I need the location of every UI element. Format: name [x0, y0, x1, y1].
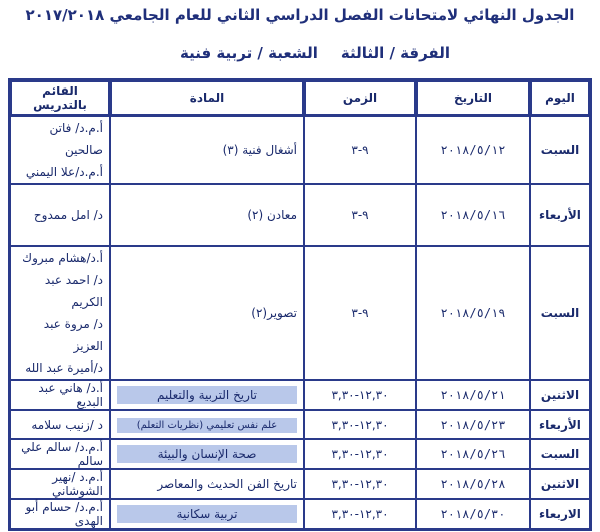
- subject-text: أشغال فنية (٣): [222, 143, 297, 157]
- teacher-name: د /زنيب سلامه: [31, 417, 103, 432]
- subject-text: تاريخ التربية والتعليم: [117, 386, 297, 404]
- subject-text: تربية سكانية: [117, 505, 297, 523]
- teacher-name: أ.د/هشام مبروك: [22, 251, 103, 265]
- teacher-name: د/ مروة عبد العزيز: [43, 317, 103, 353]
- header-teacher: القائم بالتدريس: [10, 80, 110, 116]
- date-cell: ٢٠١٨/٥/١٩: [416, 246, 530, 380]
- subject-cell: [110, 116, 304, 184]
- date-cell: ٢٠١٨/٥/١٢: [416, 116, 530, 184]
- day-cell: السبت: [530, 439, 590, 469]
- subject-cell: [110, 246, 304, 380]
- table-row: [10, 184, 590, 246]
- exam-schedule-table: [8, 78, 592, 531]
- date-cell: ٢٠١٨/٥/٢٣: [416, 410, 530, 439]
- teacher-cell: [10, 410, 110, 439]
- subject-cell: [110, 410, 304, 439]
- table-row: [10, 246, 590, 380]
- header-time: الزمن: [304, 80, 416, 116]
- teacher-name: د/أميرة عبد الله: [25, 361, 103, 375]
- teacher-name: د/ امل ممدوح: [33, 208, 103, 222]
- table-row: [10, 469, 590, 499]
- teacher-cell: [10, 116, 110, 184]
- branch-label: الشعبة / تربية فنية: [180, 44, 318, 62]
- subject-cell: [110, 380, 304, 410]
- table-row: [10, 439, 590, 469]
- subject-cell: [110, 184, 304, 246]
- time-cell: ٩-٣: [304, 184, 416, 246]
- time-cell: ٩-٣: [304, 116, 416, 184]
- grade-label: الفرقة / الثالثة: [340, 44, 450, 62]
- subject-text: علم نفس تعليمي (نظريات التعلم): [117, 418, 297, 433]
- date-cell: ٢٠١٨/٥/١٦: [416, 184, 530, 246]
- teacher-name: أ.م.د/ سالم علي سالم: [21, 440, 103, 468]
- header-date: التاريخ: [416, 80, 530, 116]
- teacher-cell: [10, 184, 110, 246]
- subject-cell: [110, 469, 304, 499]
- teacher-name: أ.م.د /نهير الشوشاني: [52, 470, 103, 498]
- time-cell: ٩-٣: [304, 246, 416, 380]
- day-cell: الأربعاء: [530, 410, 590, 439]
- teacher-cell: [10, 499, 110, 529]
- page-title: الجدول النهائي لامتحانات الفصل الدراسي الثاني للعام الجامعي ٢٠١٧/٢٠١٨: [25, 6, 575, 24]
- day-cell: السبت: [530, 116, 590, 184]
- header-day: اليوم: [530, 80, 590, 116]
- subject-text: معادن (٢): [247, 208, 297, 222]
- date-cell: ٢٠١٨/٥/٢٨: [416, 469, 530, 499]
- time-cell: ١٢,٣٠-٣,٣٠: [304, 380, 416, 410]
- header-subject: المادة: [110, 80, 304, 116]
- teacher-name: أ.م.د/علا اليمني: [25, 165, 103, 179]
- teacher-cell: [10, 380, 110, 410]
- table-row: [10, 116, 590, 184]
- header-row: [10, 80, 590, 116]
- day-cell: الاثنين: [530, 469, 590, 499]
- teacher-name: أ.م.د/ فاتن صالحين: [49, 121, 103, 157]
- date-cell: ٢٠١٨/٥/٢١: [416, 380, 530, 410]
- time-cell: ١٢,٣٠-٣,٣٠: [304, 410, 416, 439]
- date-cell: ٢٠١٨/٥/٣٠: [416, 499, 530, 529]
- table-row: [10, 499, 590, 529]
- teacher-cell: [10, 246, 110, 380]
- teacher-name: أ.م.د/ حسام أبو الهدى: [25, 500, 103, 528]
- day-cell: الاربعاء: [530, 499, 590, 529]
- time-cell: ١٢,٣٠-٣,٣٠: [304, 469, 416, 499]
- subject-text: تصوير(٢): [251, 306, 297, 320]
- subject-text: تاريخ الفن الحديث والمعاصر: [157, 477, 297, 491]
- date-cell: ٢٠١٨/٥/٢٦: [416, 439, 530, 469]
- teacher-name: د/ احمد عبد الكريم: [44, 273, 103, 309]
- subject-cell: [110, 439, 304, 469]
- day-cell: الأربعاء: [530, 184, 590, 246]
- table-row: [10, 410, 590, 439]
- teacher-cell: [10, 469, 110, 499]
- day-cell: الاثنين: [530, 380, 590, 410]
- subject-cell: [110, 499, 304, 529]
- time-cell: ١٢,٣٠-٣,٣٠: [304, 439, 416, 469]
- table-row: [10, 380, 590, 410]
- day-cell: السبت: [530, 246, 590, 380]
- teacher-cell: [10, 439, 110, 469]
- teacher-name: أ.د/ هاني عبد البديع: [38, 381, 103, 409]
- time-cell: ١٢,٣٠-٣,٣٠: [304, 499, 416, 529]
- subject-text: صحة الإنسان والبيئة: [117, 445, 297, 463]
